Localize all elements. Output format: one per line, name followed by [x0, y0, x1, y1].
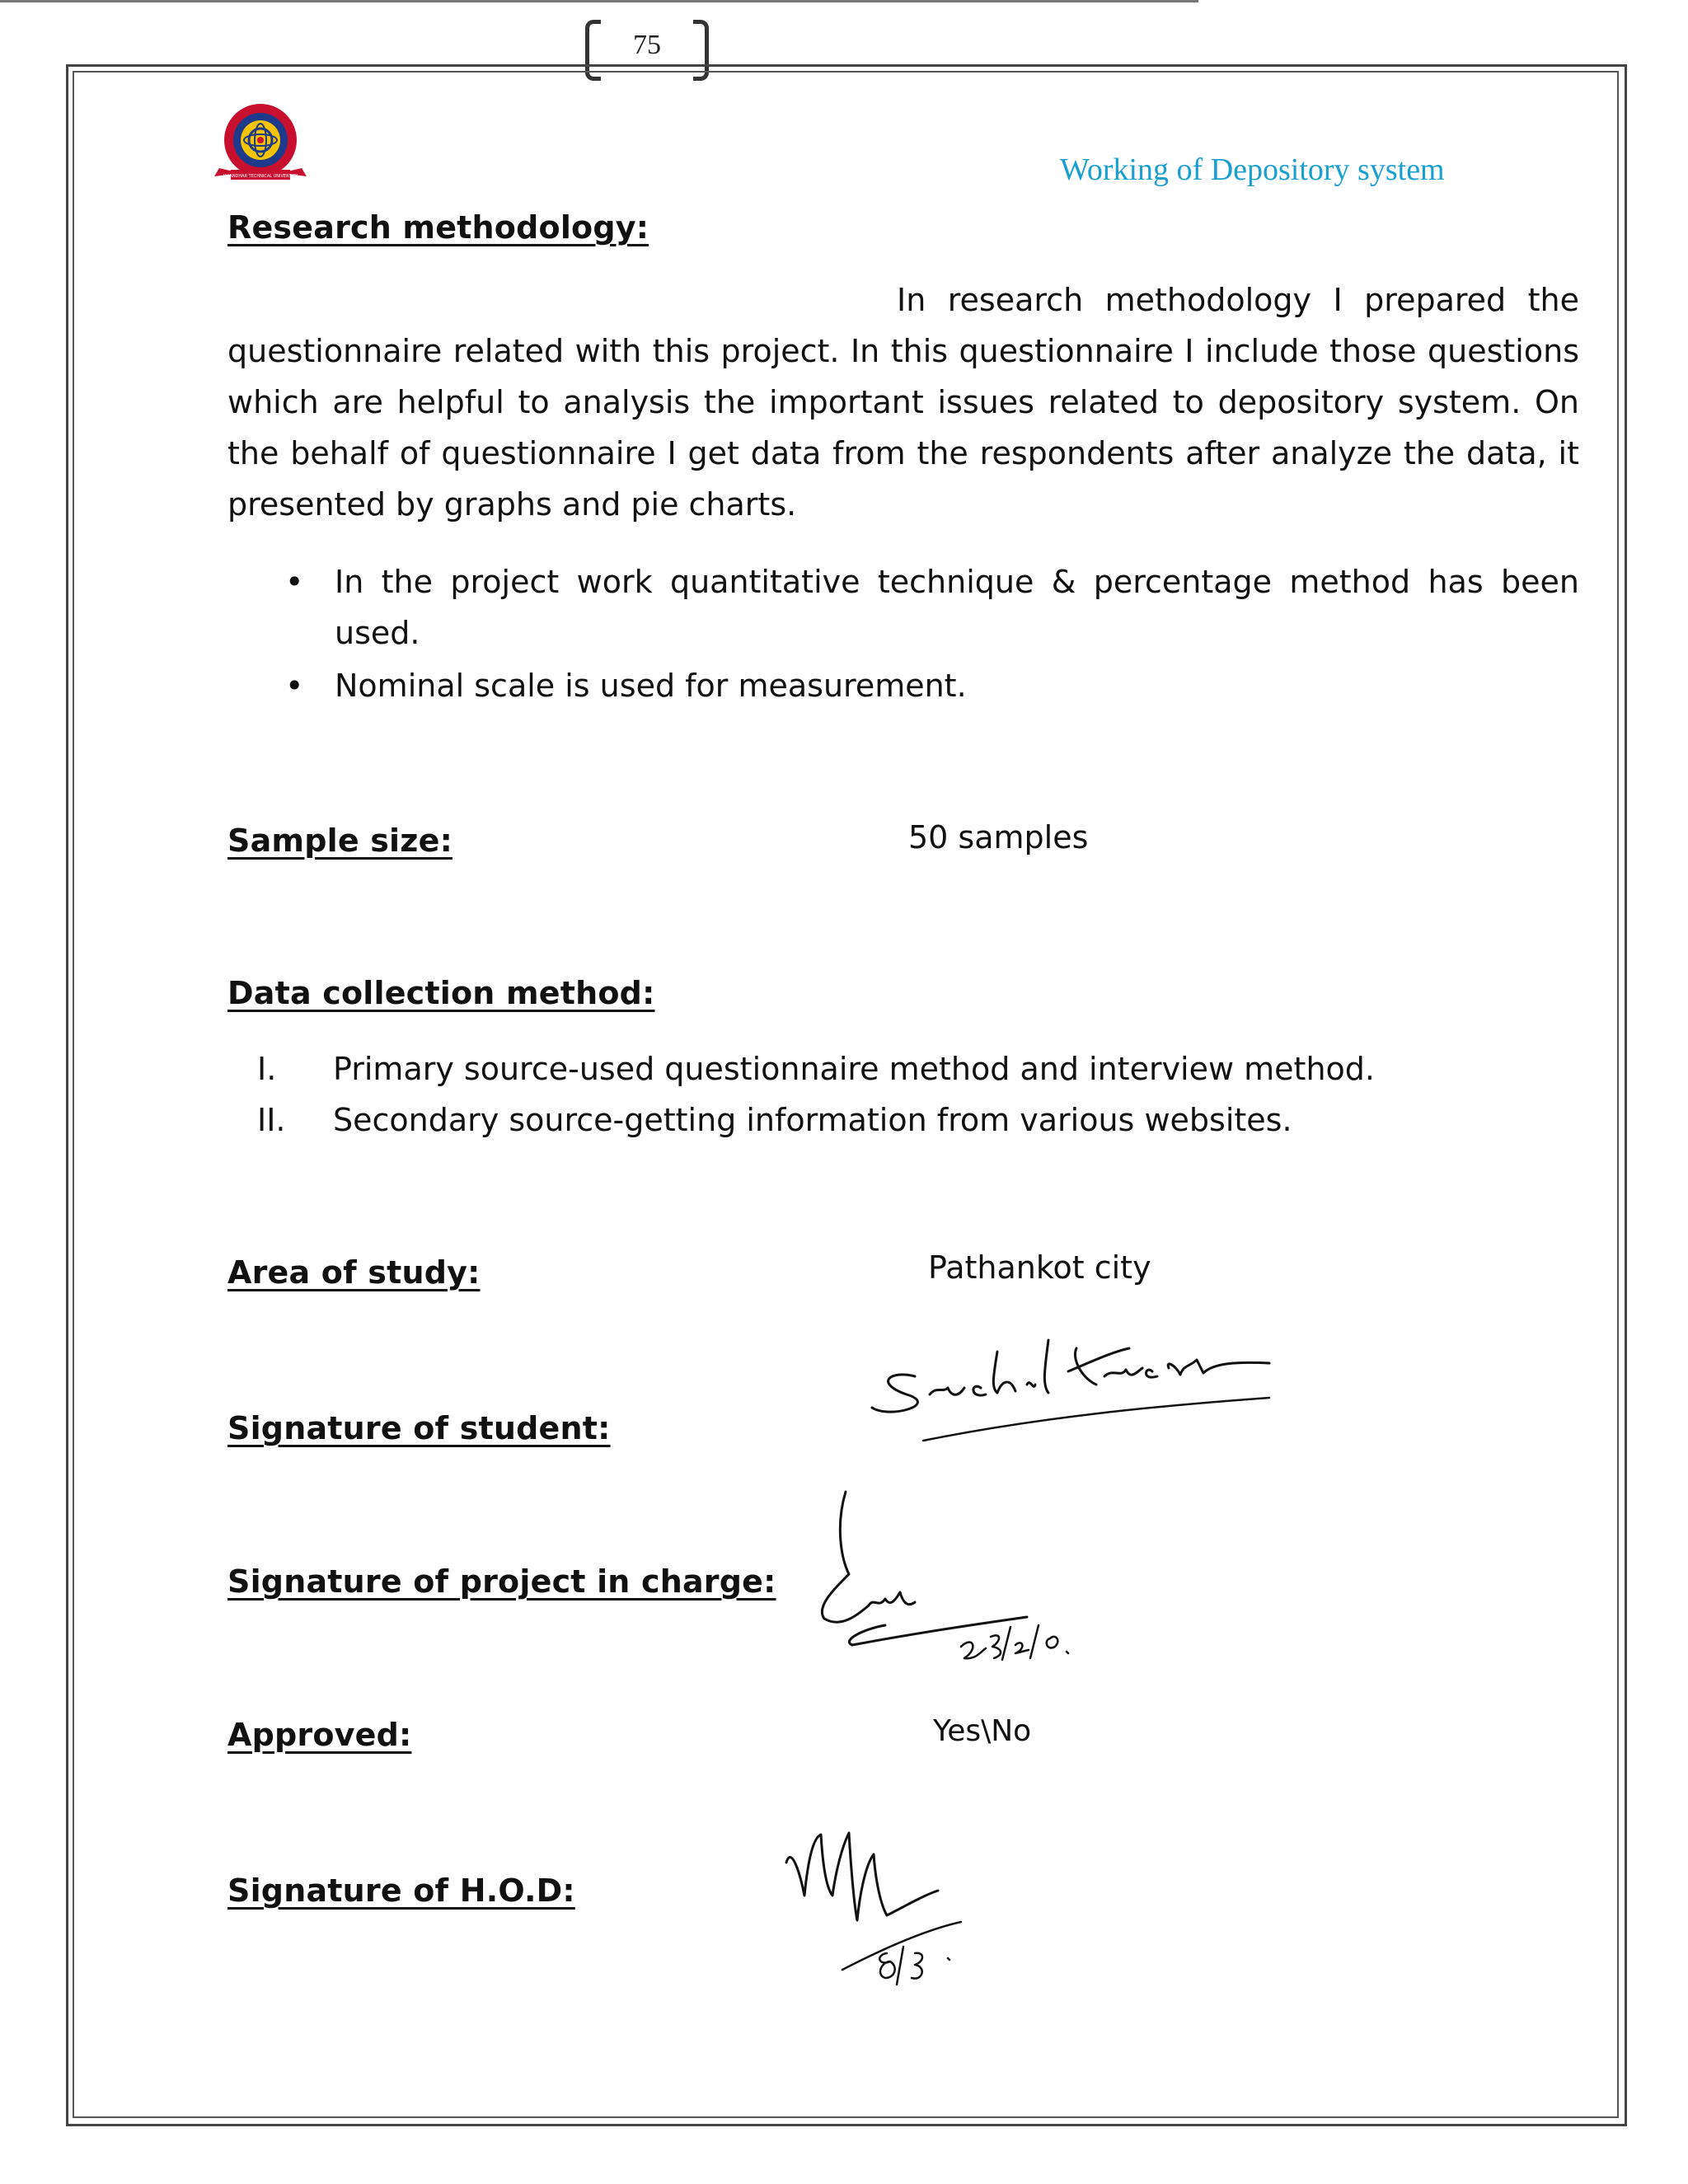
- project-in-charge-label: Signature of project in charge:: [227, 1563, 776, 1600]
- hod-signature: [775, 1813, 1022, 2011]
- bullet-icon: •: [285, 668, 304, 704]
- approved-value: Yes\No: [933, 1714, 1032, 1748]
- bullet-icon: •: [285, 564, 304, 600]
- list-item: [227, 660, 1579, 711]
- top-rule: [0, 0, 1198, 2]
- approved-label: Approved:: [227, 1717, 412, 1753]
- research-paragraph: [227, 274, 1579, 530]
- sample-size-value: 50 samples: [908, 819, 1089, 855]
- university-seal-icon: [208, 101, 313, 183]
- sample-size-label: Sample size:: [227, 823, 452, 859]
- list-number: II.: [257, 1102, 286, 1138]
- bullet-text: Nominal scale is used for measurement.: [335, 668, 967, 704]
- list-number: I.: [257, 1051, 277, 1087]
- research-paragraph-text: In research methodology I prepared the questionnaire related with this project. In this questionnaire I include those questions which are helpful to analysis the important issues related to depository system. On the behalf of questionnaire I get data from the respondents after analyze the data, it presented by graphs and pie charts.: [227, 282, 1579, 523]
- research-methodology-heading: Research methodology:: [227, 209, 649, 246]
- hod-signature-label: Signature of H.O.D:: [227, 1872, 575, 1909]
- page-number: 75: [633, 30, 661, 60]
- methodology-bullet-list: [227, 556, 1579, 711]
- area-of-study-label: Area of study:: [227, 1254, 481, 1291]
- header-title: Working of Depository system: [1060, 152, 1445, 187]
- area-of-study-value: Pathankot city: [928, 1249, 1151, 1286]
- list-item: [227, 556, 1579, 658]
- list-item: [227, 1094, 1579, 1146]
- project-in-charge-signature: [799, 1483, 1146, 1698]
- student-signature: [857, 1319, 1368, 1459]
- list-text: Primary source-used questionnaire method and interview method.: [333, 1051, 1375, 1087]
- svg-text:JALANDHAR TECHNICAL UNIVERSITY: JALANDHAR TECHNICAL UNIVERSITY: [223, 174, 298, 179]
- list-item: [227, 1043, 1579, 1094]
- data-collection-heading: Data collection method:: [227, 975, 655, 1011]
- list-text: Secondary source-getting information from various websites.: [333, 1102, 1292, 1138]
- bullet-text: In the project work quantitative technique & percentage method has been used.: [335, 564, 1579, 651]
- data-collection-list: [227, 1043, 1579, 1146]
- student-signature-label: Signature of student:: [227, 1410, 611, 1446]
